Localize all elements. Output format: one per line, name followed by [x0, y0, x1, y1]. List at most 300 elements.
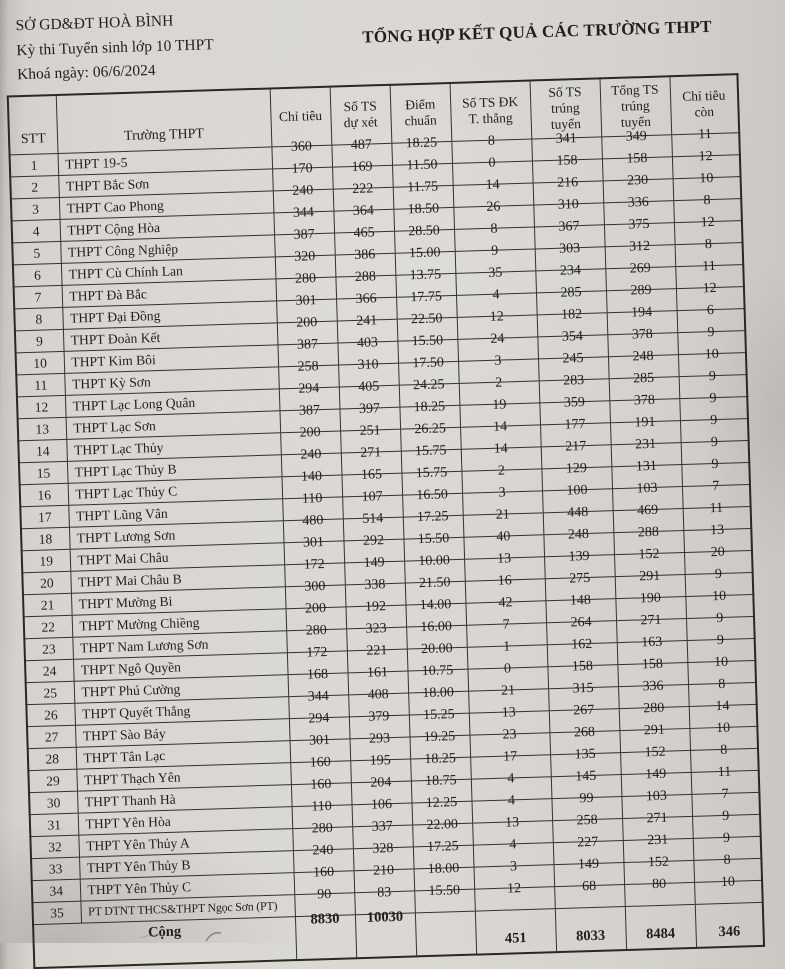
cell-value: 191: [634, 414, 656, 430]
cell-value: 17.75: [410, 288, 443, 305]
cell-value: 360: [290, 138, 313, 155]
cell-value: 378: [633, 392, 656, 409]
cell-school-name: THPT Đại Đồng: [62, 300, 277, 329]
total-label-text: Cộng: [147, 923, 182, 941]
col-header-diem_chuan: Điểm chuẩn: [390, 83, 452, 143]
cell-value: 204: [370, 774, 392, 791]
cell-value: 264: [570, 614, 592, 631]
cell-value: 344: [307, 688, 329, 705]
cell-value: 258: [576, 812, 598, 828]
cell-value: 12.25: [425, 794, 458, 811]
cell-value: 12: [489, 308, 504, 325]
cell-value: 8: [487, 133, 496, 149]
cell-school-name: THPT Mai Châu: [70, 542, 285, 571]
cell-value: 21.50: [418, 574, 451, 591]
cell-value: 11: [702, 258, 716, 274]
total-ts_dk_t_thang: [475, 908, 556, 954]
cell-value: 378: [631, 326, 654, 343]
cell-school-name: THPT Kỳ Sơn: [64, 366, 279, 395]
cell-value: 22.00: [426, 816, 459, 833]
cell-value: 15.75: [414, 442, 447, 459]
cell-school-name: THPT Lạc Long Quân: [65, 388, 280, 417]
cell-value: 18.75: [424, 772, 457, 789]
cell-value: 222: [352, 180, 374, 197]
cell-school-name: THPT Bắc Sơn: [58, 168, 273, 197]
cell-value: 336: [627, 194, 650, 211]
cell-stt: 29: [28, 769, 77, 792]
cell-value: 190: [639, 590, 662, 606]
cell-value: 148: [569, 592, 592, 609]
cell-value: 320: [294, 248, 316, 265]
cell-value: 231: [634, 436, 657, 452]
cell-value: 268: [573, 724, 596, 740]
cell-value: 240: [312, 842, 334, 859]
cell-school-name: PT DTNT THCS&THPT Ngọc Sơn (PT): [80, 894, 295, 923]
cell-stt: 27: [27, 725, 76, 748]
cell-value: 323: [365, 620, 387, 637]
cell-value: 152: [644, 744, 666, 760]
cell-stt: 26: [26, 703, 75, 726]
cell-value: 240: [292, 182, 314, 199]
cell-school-name: THPT Lương Sơn: [69, 520, 284, 549]
cell-value: 514: [362, 510, 384, 527]
cell-value: 465: [353, 224, 375, 241]
cell-stt: 8: [14, 307, 63, 330]
cell-value: 26: [486, 199, 501, 215]
cell-school-name: THPT Cao Phong: [59, 190, 274, 219]
cell-value: 354: [561, 328, 584, 345]
cell-value: 301: [302, 534, 325, 551]
cell-value: 14: [492, 418, 508, 435]
cell-value: 149: [645, 766, 667, 782]
cell-value: 200: [299, 424, 321, 441]
cell-school-name: THPT Đà Bắc: [62, 278, 277, 307]
cell-value: 103: [636, 480, 658, 496]
total-value: 10030: [366, 908, 404, 926]
cell-value: 18.25: [424, 750, 457, 767]
cell-value: 10.00: [418, 552, 451, 569]
cell-value: 217: [564, 438, 587, 455]
cell-value: 336: [642, 678, 664, 694]
cell-value: 280: [294, 270, 317, 287]
cell-value: 12: [506, 880, 522, 897]
col-header-ts_dk_t_thang: Số TS ĐK T. thẳng: [450, 81, 532, 141]
cell-value: 9: [722, 808, 730, 824]
cell-value: 8: [490, 221, 498, 237]
cell-value: 271: [646, 810, 668, 826]
cell-value: 24.25: [412, 376, 445, 393]
cell-diem_chuan: [414, 882, 475, 913]
total-ts_trung_tuyen: [555, 906, 626, 952]
cell-stt: 22: [24, 615, 73, 638]
cell-value: 19: [492, 396, 507, 413]
cell-value: 210: [372, 862, 395, 879]
cell-value: 83: [377, 884, 392, 901]
cell-value: 9: [707, 324, 715, 340]
cell-value: 267: [573, 702, 595, 719]
cell-value: 140: [300, 468, 323, 485]
cell-value: 251: [359, 422, 381, 439]
cell-value: 480: [302, 512, 324, 529]
total-value: 346: [718, 923, 741, 941]
cell-value: 294: [298, 380, 320, 397]
cell-value: 10: [720, 874, 736, 890]
cell-value: 289: [630, 282, 652, 299]
cell-value: 12: [700, 214, 715, 230]
cell-school-name: THPT Yên Hòa: [78, 806, 293, 835]
cell-value: 9: [711, 456, 719, 472]
cell-stt: 4: [12, 219, 61, 242]
cell-school-name: THPT Mường Chiềng: [72, 608, 287, 637]
cell-value: 26.25: [414, 420, 447, 437]
cell-value: 14: [715, 698, 730, 714]
cell-value: 11: [709, 500, 724, 516]
cell-value: 216: [556, 174, 579, 191]
cell-value: 162: [571, 636, 593, 653]
cell-value: 9: [709, 412, 718, 428]
cell-value: 160: [310, 776, 332, 793]
cell-value: 241: [356, 312, 378, 329]
cell-stt: 15: [19, 461, 68, 484]
cell-value: 280: [643, 700, 665, 716]
cell-value: 6: [706, 302, 715, 318]
total-value: 451: [504, 930, 527, 947]
cell-value: 200: [304, 600, 327, 617]
cell-value: 10: [704, 346, 719, 362]
cell-value: 168: [306, 666, 329, 683]
cell-value: 291: [638, 568, 661, 584]
cell-school-name: THPT Mai Châu B: [70, 564, 285, 593]
cell-value: 227: [577, 834, 599, 850]
cell-value: 160: [312, 864, 335, 881]
cell-school-name: THPT Yên Thủy C: [80, 872, 295, 901]
cell-value: 294: [308, 710, 330, 727]
cell-value: 3: [494, 353, 502, 369]
total-value: 8484: [645, 925, 676, 943]
cell-school-name: THPT Cù Chính Lan: [61, 256, 276, 285]
cell-stt: 19: [22, 549, 71, 572]
cell-value: 234: [559, 262, 582, 279]
total-value: 8033: [575, 927, 606, 945]
cell-value: 14: [485, 177, 500, 193]
cell-school-name: THPT Đoàn Kết: [63, 322, 278, 351]
cell-stt: 18: [21, 527, 70, 550]
cell-value: 100: [566, 482, 588, 499]
cell-value: 408: [367, 686, 389, 703]
cell-value: 21: [495, 506, 510, 523]
cell-value: 288: [354, 268, 377, 285]
cell-school-name: THPT Thanh Hà: [77, 784, 292, 813]
cell-school-name: THPT Lũng Vân: [68, 498, 283, 527]
cell-stt: 11: [16, 373, 65, 396]
cell-value: 310: [357, 356, 379, 373]
cell-value: 405: [358, 378, 380, 395]
cell-value: 310: [557, 196, 580, 213]
cell-value: 192: [364, 598, 387, 615]
cell-stt: 13: [18, 417, 67, 440]
cell-value: 22.50: [410, 310, 443, 327]
cell-school-name: THPT Nam Lương Sơn: [72, 630, 287, 659]
cell-school-name: THPT Ngô Quyền: [73, 652, 288, 681]
cell-school-name: THPT Cộng Hòa: [60, 212, 275, 241]
cell-value: 7: [502, 616, 510, 633]
cell-value: 338: [364, 576, 386, 593]
col-header-school: Trường THPT: [56, 88, 272, 153]
cell-school-name: THPT Lạc Thủy B: [67, 454, 282, 483]
cell-value: 24: [490, 330, 505, 347]
cell-value: 349: [625, 128, 647, 145]
cell-value: 194: [630, 304, 653, 321]
col-header-ts_du_xet: Số TS dự xét: [330, 85, 392, 145]
cell-value: 182: [560, 306, 583, 323]
cell-value: 15.50: [411, 332, 444, 349]
cell-stt: 14: [18, 439, 67, 462]
cell-value: 18.00: [422, 684, 455, 701]
cell-value: 285: [560, 284, 582, 301]
cell-school-name: THPT Công Nghiệp: [60, 234, 275, 263]
cell-value: 291: [643, 722, 666, 738]
cell-stt: 33: [31, 857, 80, 880]
cell-value: 149: [577, 856, 600, 872]
cell-value: 10: [715, 720, 731, 736]
col-header-chi_tieu: Chỉ tiêu: [270, 87, 332, 147]
cell-school-name: THPT Phú Cường: [74, 674, 289, 703]
cell-value: 18.50: [407, 200, 440, 217]
cell-value: 12: [698, 148, 713, 164]
org-block: [15, 8, 215, 87]
cell-stt: 3: [11, 197, 60, 220]
cell-value: 20: [710, 544, 725, 560]
cell-school-name: THPT Lạc Sơn: [66, 410, 281, 439]
cell-stt: 9: [15, 329, 64, 352]
cell-school-name: THPT Thạch Yên: [76, 762, 291, 791]
cell-value: 9: [722, 830, 731, 846]
cell-stt: 35: [32, 901, 81, 924]
cell-value: 8: [704, 236, 713, 252]
cell-stt: 10: [16, 351, 65, 374]
cell-school-name: THPT Kim Bôi: [64, 344, 279, 373]
cell-value: 200: [296, 314, 318, 331]
cell-value: 288: [637, 524, 660, 540]
cell-value: 248: [632, 348, 654, 365]
cell-value: 285: [632, 370, 655, 387]
cell-value: 13: [709, 522, 725, 538]
cell-value: 12: [702, 280, 717, 296]
cell-stt: 1: [10, 153, 59, 176]
cell-stt: 25: [26, 681, 75, 704]
cell-value: 230: [626, 172, 649, 189]
cell-value: 387: [296, 336, 319, 353]
cell-value: 379: [368, 708, 390, 725]
cell-value: 375: [628, 216, 650, 233]
cell-value: 145: [575, 768, 597, 784]
cell-stt: 6: [13, 263, 62, 286]
cell-value: 448: [566, 504, 589, 521]
cell-value: 248: [567, 526, 590, 543]
cell-school-name: THPT Lạc Thủy C: [68, 476, 283, 505]
cell-value: 3: [509, 858, 518, 875]
cell-value: 158: [641, 656, 664, 672]
cell-value: 301: [308, 732, 331, 749]
cell-stt: 28: [28, 747, 77, 770]
cell-value: 245: [562, 350, 584, 367]
cell-school-name: THPT Yên Thủy B: [79, 850, 294, 879]
cell-value: 177: [564, 416, 586, 433]
cell-value: 7: [721, 786, 729, 802]
cell-value: 99: [579, 790, 594, 806]
cell-value: 20.00: [420, 640, 453, 657]
cell-stt: 7: [14, 285, 63, 308]
cell-value: 387: [298, 402, 321, 419]
cell-stt: 34: [32, 879, 81, 902]
cell-school-name: THPT Sào Báy: [75, 718, 290, 747]
cell-value: 23: [502, 726, 517, 743]
cell-value: 13: [504, 814, 520, 831]
cell-value: 9: [490, 243, 499, 259]
cell-value: 172: [306, 644, 328, 661]
cell-school-name: THPT 19-5: [58, 146, 273, 175]
cell-value: 139: [568, 548, 590, 565]
cell-value: 275: [569, 570, 591, 587]
cell-value: 160: [309, 754, 331, 771]
cell-value: 300: [304, 578, 326, 595]
cell-value: 4: [492, 287, 500, 303]
cell-value: 359: [563, 394, 586, 411]
cell-value: 231: [647, 832, 669, 848]
results-table: [7, 73, 765, 969]
org-name: SỞ GD&ĐT HOÀ BÌNH: [15, 12, 174, 35]
cell-value: 328: [372, 840, 394, 857]
cell-value: 13: [496, 550, 512, 567]
cell-value: 42: [498, 594, 513, 611]
cell-value: 110: [301, 490, 323, 507]
cell-value: 303: [558, 240, 581, 257]
cell-value: 293: [368, 730, 391, 747]
cell-value: 80: [651, 876, 667, 892]
cell-ts_dk_t_thang: [474, 880, 555, 910]
cell-value: 19.25: [423, 728, 456, 745]
page-title: TỔNG HỢP KẾT QUẢ CÁC TRƯỜNG THPT: [362, 16, 713, 47]
cell-value: 35: [488, 264, 503, 281]
cell-school-name: THPT Lạc Thủy: [66, 432, 281, 461]
cell-value: 16.50: [416, 486, 449, 503]
cell-value: 152: [647, 854, 670, 870]
exam-line: Kỳ thi Tuyển sinh lớp 10 THPT: [16, 35, 214, 59]
cell-value: 169: [351, 158, 373, 175]
cell-value: 292: [362, 532, 385, 549]
cell-school-name: THPT Mường Bi: [71, 586, 286, 615]
cell-value: 344: [292, 204, 315, 221]
cell-value: 135: [574, 746, 596, 762]
cell-value: 258: [297, 358, 319, 375]
cell-value: 165: [360, 466, 383, 483]
cell-chi_tieu_con: [694, 874, 763, 904]
cell-stt: 30: [29, 791, 78, 814]
cell-value: 129: [565, 460, 588, 477]
cell-value: 11.50: [406, 156, 438, 173]
total-tong_ts_trung_tuyen: [625, 904, 696, 950]
cell-value: 158: [626, 150, 648, 167]
cell-value: 8: [718, 676, 726, 692]
cell-value: 11.75: [406, 178, 439, 195]
cell-value: 14.00: [419, 596, 452, 613]
cell-value: 18.25: [413, 398, 446, 415]
cell-value: 21: [500, 682, 516, 699]
cell-stt: 17: [20, 505, 69, 528]
cell-value: 271: [360, 444, 382, 461]
document-sheet: [2, 0, 778, 969]
cell-value: 8: [720, 742, 728, 758]
cell-stt: 5: [12, 241, 61, 264]
cell-value: 11: [698, 126, 712, 142]
table-body: [10, 126, 765, 968]
cell-value: 387: [293, 226, 315, 243]
cell-value: 0: [488, 155, 496, 171]
cell-value: 271: [640, 612, 662, 628]
cell-value: 341: [555, 130, 578, 147]
cell-value: 17.25: [416, 508, 449, 525]
cell-stt: 12: [17, 395, 66, 418]
cell-value: 9: [716, 610, 724, 626]
cell-value: 469: [636, 502, 659, 518]
cell-value: 367: [558, 218, 580, 235]
cell-value: 103: [645, 788, 668, 804]
cell-value: 9: [714, 566, 723, 582]
cell-value: 4: [507, 770, 515, 787]
cell-value: 0: [503, 660, 512, 677]
cell-value: 17.25: [426, 838, 459, 855]
cell-value: 163: [640, 634, 663, 650]
col-header-stt: STT: [8, 95, 58, 154]
cell-value: 301: [295, 292, 317, 309]
cell-value: 15.50: [417, 530, 450, 547]
cell-value: 10: [711, 588, 727, 604]
cell-value: 312: [628, 238, 651, 255]
cell-value: 18.00: [427, 860, 460, 877]
cell-stt: 2: [10, 175, 59, 198]
cell-value: 68: [581, 878, 597, 894]
cell-value: 172: [303, 556, 325, 573]
cell-value: 9: [710, 434, 719, 450]
cell-value: 106: [370, 796, 393, 813]
cell-value: 364: [352, 202, 375, 219]
cell-value: 15.25: [422, 706, 455, 723]
date-line: Khoá ngày: 06/6/2024: [16, 61, 156, 84]
total-chi_tieu: [295, 910, 356, 960]
cell-value: 9: [716, 632, 725, 648]
cell-value: 18.25: [405, 134, 438, 151]
cell-value: 195: [369, 752, 391, 769]
cell-value: 366: [355, 290, 377, 307]
cell-value: 16: [497, 572, 512, 589]
cell-value: 28.50: [408, 222, 441, 239]
cell-value: 283: [562, 372, 585, 389]
cell-value: 487: [350, 136, 373, 153]
cell-value: 10: [713, 654, 729, 670]
cell-value: 2: [497, 462, 506, 479]
cell-value: 9: [709, 390, 717, 406]
cell-value: 131: [635, 458, 658, 474]
cell-value: 14: [493, 440, 508, 457]
cell-value: 315: [572, 680, 594, 697]
cell-stt: 31: [30, 813, 79, 836]
cell-value: 110: [311, 798, 333, 815]
col-header-tong_ts_trung_tuyen: Tổng TS trúng tuyển: [599, 76, 671, 136]
cell-school-name: THPT Quyết Thắng: [74, 696, 289, 725]
cell-value: 9: [708, 368, 717, 384]
cell-value: 1: [503, 638, 511, 655]
cell-value: 15.00: [408, 244, 441, 261]
